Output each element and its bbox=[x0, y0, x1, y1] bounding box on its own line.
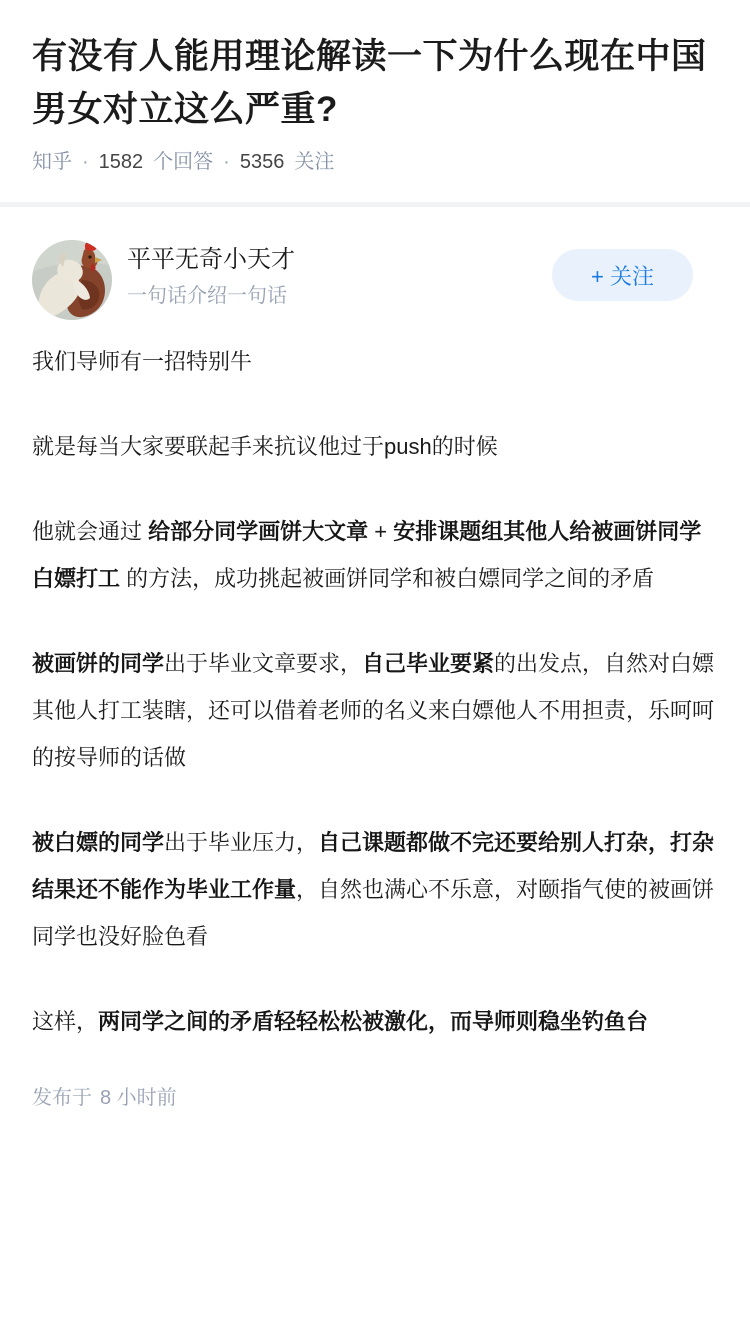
author-name[interactable]: 平平无奇小天才 bbox=[127, 246, 295, 273]
answers-count: 1582 bbox=[98, 151, 144, 173]
meta-separator: · bbox=[82, 151, 89, 173]
followers-count: 5356 bbox=[239, 151, 285, 173]
followers-label: 关注 bbox=[294, 151, 335, 173]
answer-card bbox=[0, 207, 750, 1113]
answer-body bbox=[32, 338, 718, 1045]
meta-separator-2: · bbox=[223, 151, 230, 173]
published-label: 发布于 bbox=[32, 1087, 92, 1109]
answer-paragraph: 被白嫖的同学出于毕业压力，自己课题都做不完还要给别人打杂，打杂结果还不能作为毕业工作量，自然也满心不乐意，对颐指气使的被画饼同学也没好脸色看 bbox=[32, 830, 715, 949]
answer-footer bbox=[32, 1083, 718, 1113]
answer-paragraph: 我们导师有一招特别牛 bbox=[32, 349, 253, 374]
avatar-image bbox=[32, 240, 112, 320]
author-info bbox=[127, 240, 295, 311]
question-meta bbox=[32, 148, 718, 176]
answers-label: 个回答 bbox=[153, 151, 214, 173]
answer-author-header bbox=[32, 240, 718, 320]
author-avatar[interactable] bbox=[32, 240, 112, 320]
author-bio: 一句话介绍一句话 bbox=[127, 285, 287, 307]
follow-button[interactable]: + 关注 bbox=[552, 249, 693, 301]
answer-paragraph: 被画饼的同学出于毕业文章要求，自己毕业要紧的出发点，自然对白嫖其他人打工装瞎，还可以借着老师的名义来白嫖他人不用担责，乐呵呵的按导师的话做 bbox=[32, 651, 715, 770]
source-link[interactable]: 知乎 bbox=[32, 151, 72, 173]
answer-paragraph: 他就会通过 给部分同学画饼大文章 + 安排课题组其他人给被画饼同学白嫖打工 的方法，成功挑起被画饼同学和被白嫖同学之间的矛盾 bbox=[32, 519, 702, 591]
published-time: 8 小时前 bbox=[100, 1087, 177, 1109]
answer-paragraph: 就是每当大家要联起手来抗议他过于push的时候 bbox=[32, 434, 498, 459]
question-title: 有没有人能用理论解读一下为什么现在中国男女对立这么严重? bbox=[32, 37, 707, 129]
answer-paragraph: 这样，两同学之间的矛盾轻轻松松被激化，而导师则稳坐钓鱼台 bbox=[32, 1009, 649, 1034]
question-header bbox=[0, 0, 750, 207]
